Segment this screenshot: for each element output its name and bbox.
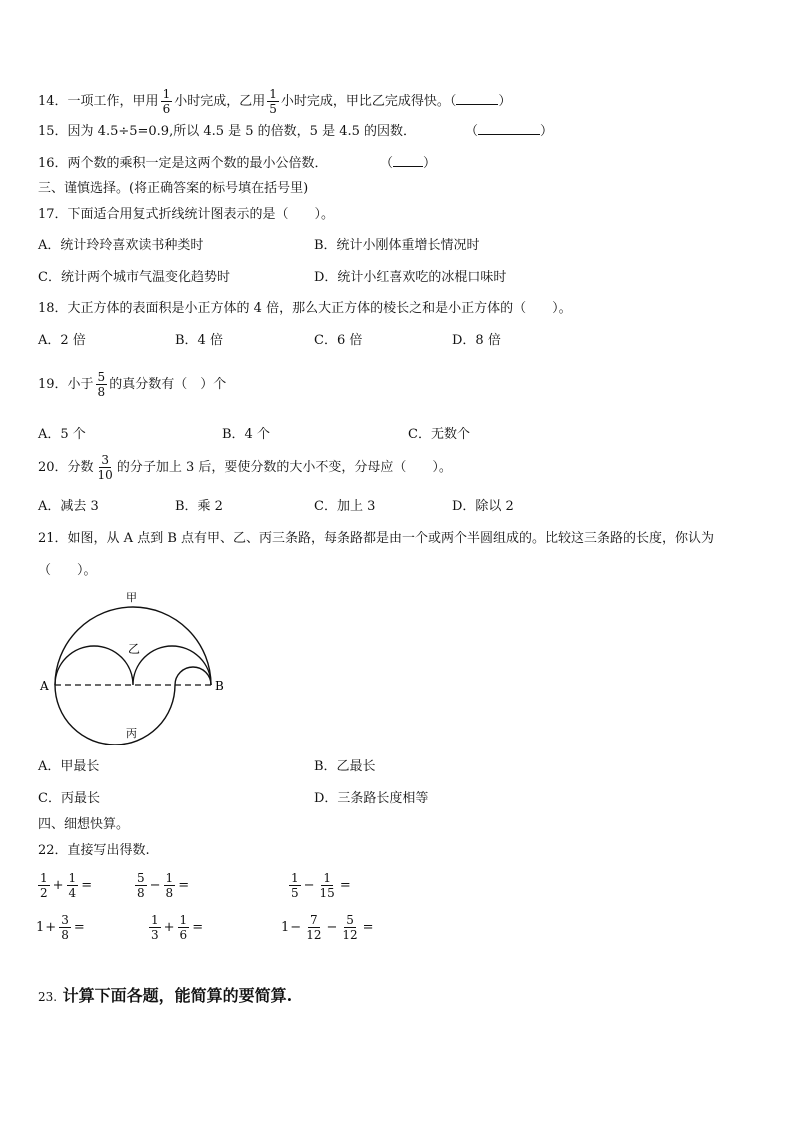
question-17: 17．下面适合用复式折线统计图表示的是（ ）。 [38,207,335,222]
question-14: 14．一项工作，甲用 $\frac{1}{6}$ 小时完成，乙用 $\frac{1}{5}$ 小时完成，甲比乙完成得快。（ ） [38,87,512,116]
question-18: 18．大正方体的表面积是小正方体的 4 倍，那么大正方体的棱长之和是小正方体的（ ）。 [38,301,572,316]
question-16: 16．两个数的乘积一定是这两个数的最小公倍数． [38,156,328,171]
label-jia: 甲 [126,591,137,604]
answer-blank[interactable] [478,134,540,135]
expression-4: 1 + $\frac{3}{8}$ = [36,913,85,942]
section-4-heading: 四、细想快算。 [38,817,130,832]
question-19: 19．小于 $\frac{5}{8}$ 的真分数有（ ）个 [38,370,227,399]
question-number: 23. [38,990,58,1004]
question-15-answer: （ ） [465,124,554,139]
answer-blank[interactable] [393,166,423,167]
option-19-c[interactable]: C．无数个 [408,427,470,442]
expression-1: $\frac{1}{2}$ + $\frac{1}{4}$ = [40,871,93,900]
expression-2: $\frac{5}{8}$ − $\frac{1}{8}$ = [137,871,190,900]
fraction: $\frac{5}{8}$ [97,370,106,399]
label-point-b: B [215,679,224,693]
option-21-c[interactable]: C．丙最长 [38,791,100,806]
option-20-b[interactable]: B．乘 2 [175,499,223,514]
question-22: 22．直接写出得数. [38,843,150,858]
question-21-cont: （ ）。 [38,563,97,578]
option-19-b[interactable]: B．4 个 [222,427,270,442]
question-15: 15．因为 4.5÷5=0.9,所以 4.5 是 5 的倍数，5 是 4.5 的因数． [38,124,417,139]
paths-diagram [36,585,236,745]
option-21-a[interactable]: A．甲最长 [38,759,100,774]
section-3-heading: 三、谨慎选择。(将正确答案的标号填在括号里) [38,181,309,196]
expression-5: $\frac{1}{3}$ + $\frac{1}{6}$ = [151,913,204,942]
label-yi: 乙 [128,642,141,656]
question-20: 20．分数 $\frac{3}{10}$ 的分子加上 3 后，要使分数的大小不变，分母应（ ）。 [38,453,452,482]
option-17-d[interactable]: D．统计小红喜欢吃的冰棍口味时 [314,270,507,285]
option-18-b[interactable]: B．4 倍 [175,333,223,348]
option-17-a[interactable]: A．统计玲玲喜欢读书种类时 [38,238,204,253]
option-17-b[interactable]: B．统计小刚体重增长情况时 [314,238,480,253]
option-21-b[interactable]: B．乙最长 [314,759,376,774]
label-point-a: A [40,679,49,693]
fraction: $\frac{3}{10}$ [97,453,113,482]
option-18-d[interactable]: D．8 倍 [452,333,501,348]
question-16-answer: （ ） [380,156,437,171]
option-17-c[interactable]: C．统计两个城市气温变化趋势时 [38,270,230,285]
question-23: 23. 计算下面各题，能简算的要简算. [38,986,293,1005]
fraction: $\frac{1}{6}$ [162,87,171,116]
fraction: $\frac{1}{5}$ [269,87,277,116]
option-19-a[interactable]: A．5 个 [38,427,86,442]
expression-3: $\frac{1}{5}$ − $\frac{1}{15}$ = [291,871,351,900]
option-20-d[interactable]: D．除以 2 [452,499,514,514]
answer-blank[interactable] [456,104,498,105]
option-20-a[interactable]: A．减去 3 [38,499,99,514]
option-18-a[interactable]: A．2 倍 [38,333,86,348]
question-21: 21．如图，从 A 点到 B 点有甲、乙、丙三条路，每条路都是由一个或两个半圆组成的。比较这三条路的长度，你认为 [38,531,715,546]
option-21-d[interactable]: D．三条路长度相等 [314,791,429,806]
expression-6: 1 − $\frac{7}{12}$ − $\frac{5}{12}$ = [281,913,374,942]
option-20-c[interactable]: C．加上 3 [314,499,376,514]
question-number: 14． [38,94,68,109]
option-18-c[interactable]: C．6 倍 [314,333,363,348]
label-bing: 丙 [126,727,137,740]
